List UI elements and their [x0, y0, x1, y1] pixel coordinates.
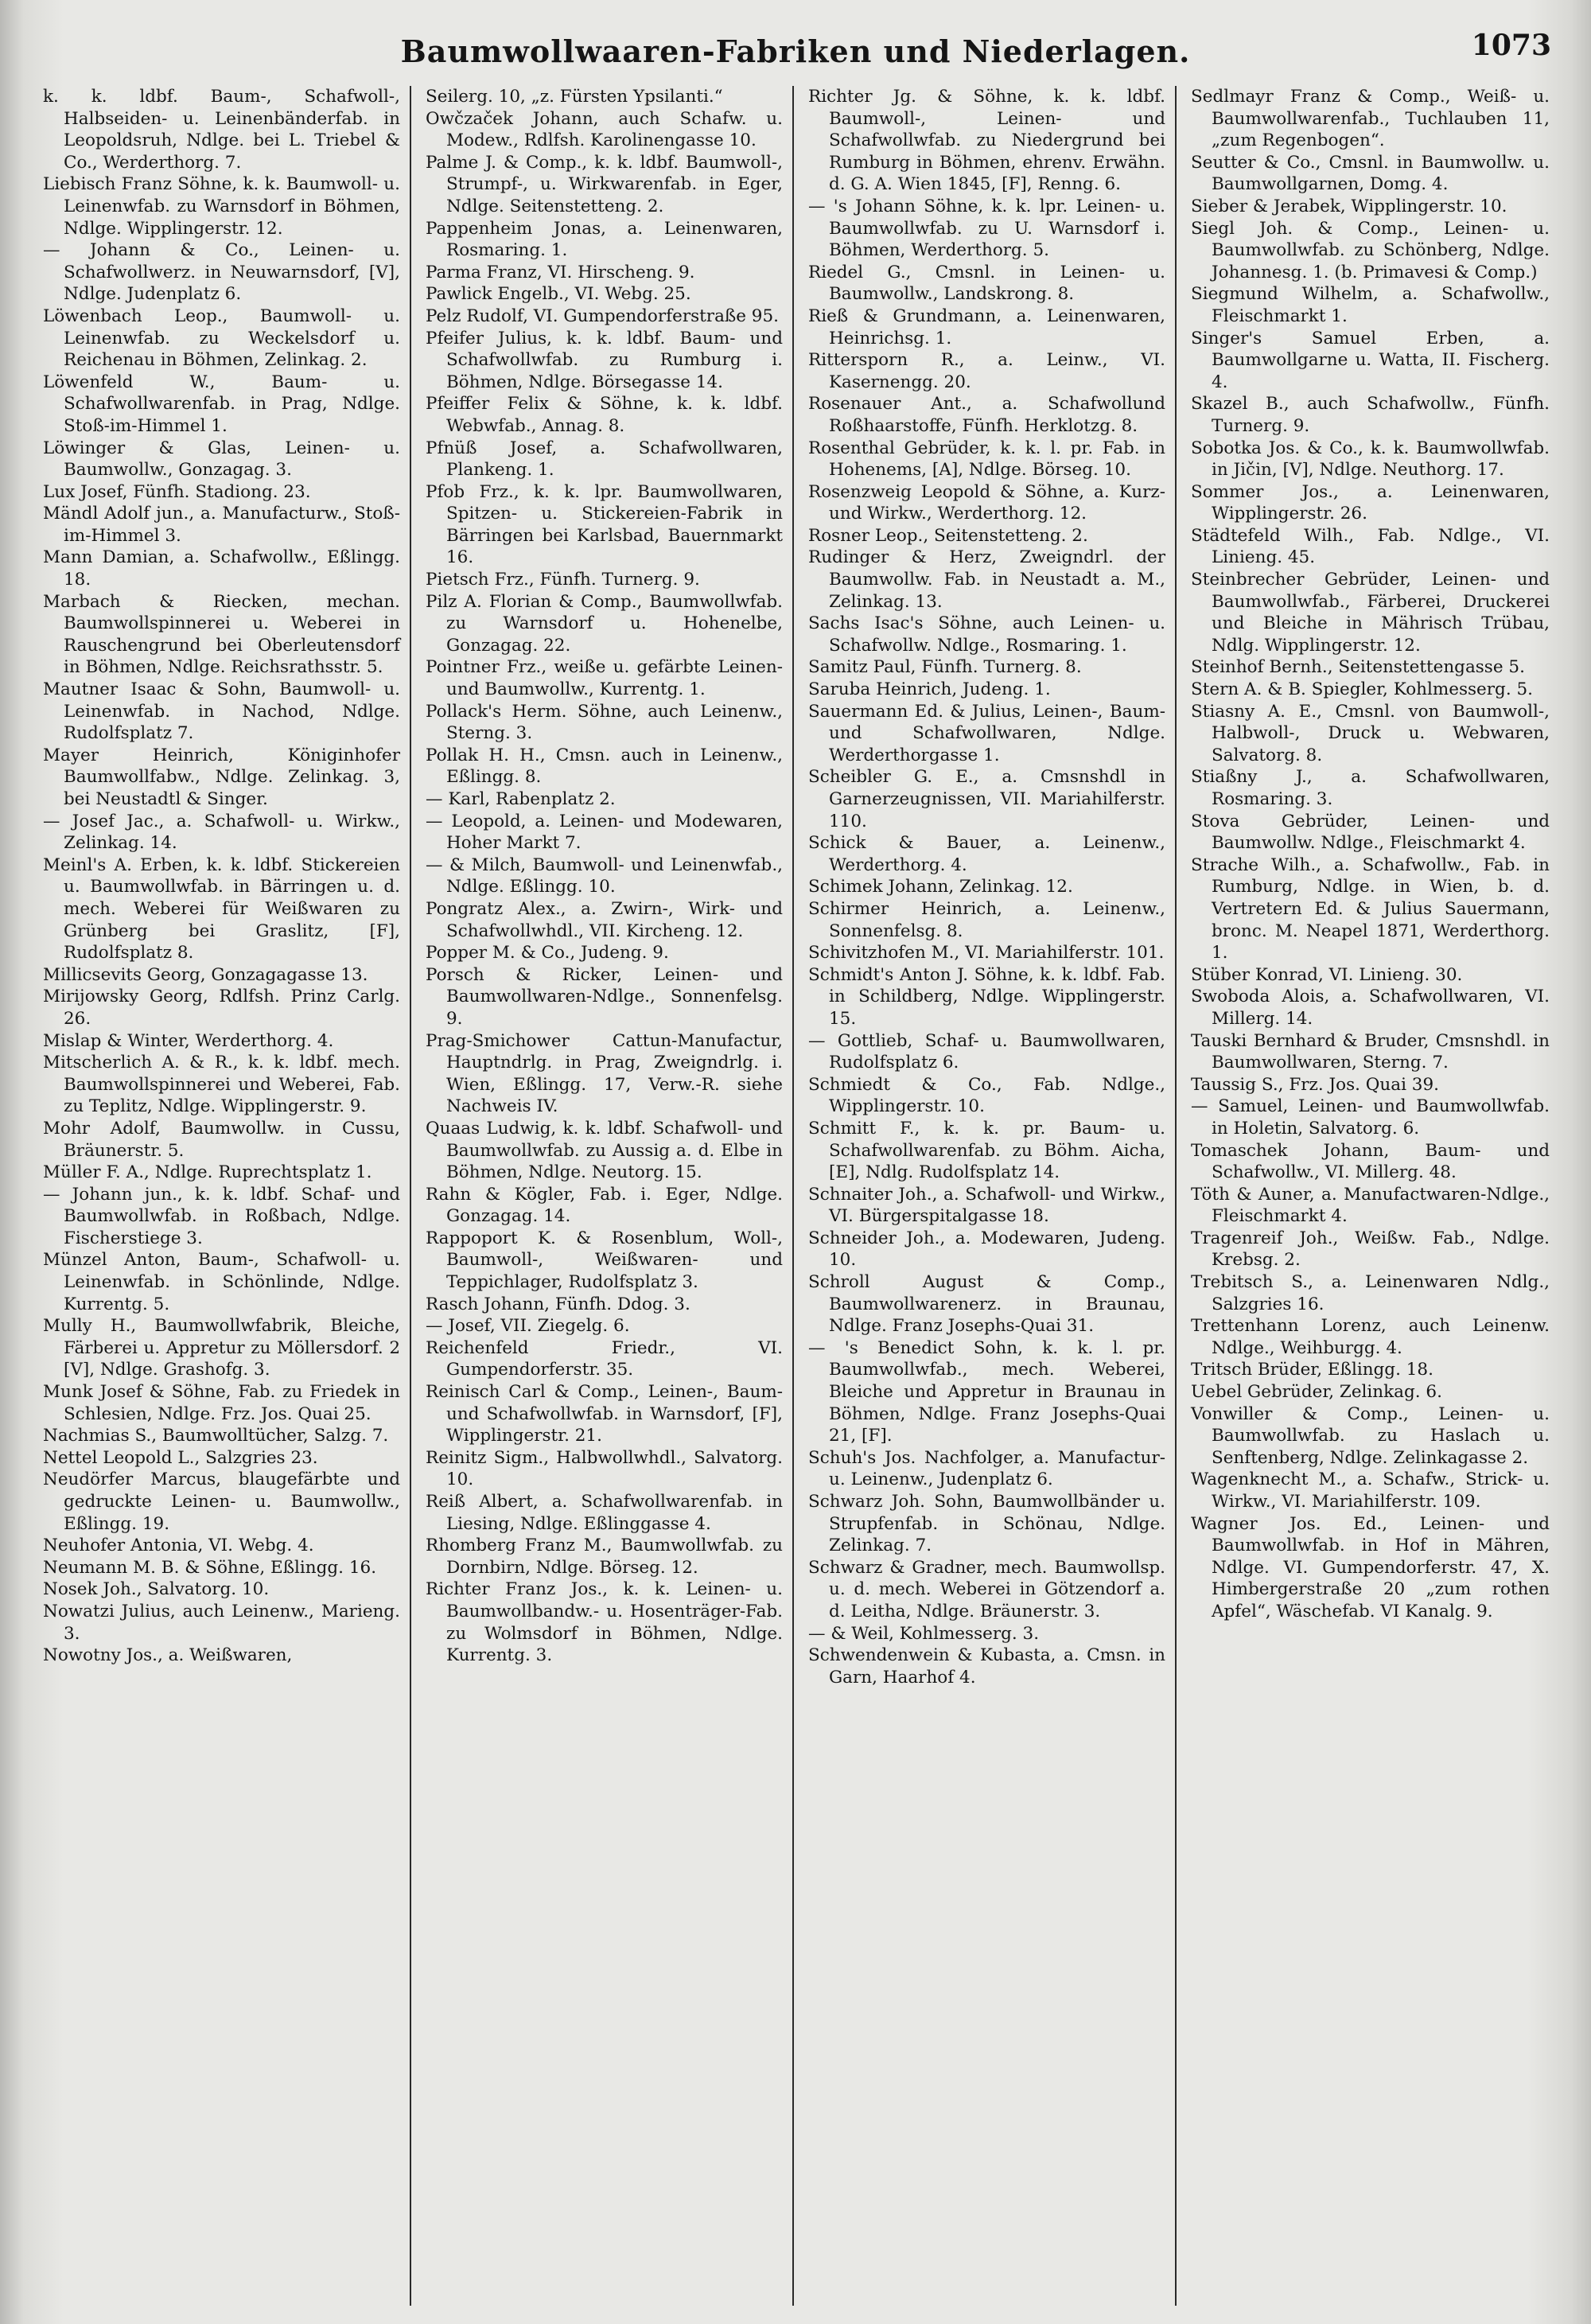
directory-entry: Neumann M. B. & Söhne, Eßlingg. 16.	[43, 1557, 377, 1578]
directory-entry: Wagenknecht M., a. Schafw., Strick- u. Wirkw., VI. Mariahilferstr. 109.	[1191, 1470, 1550, 1512]
directory-entry: Rittersporn R., a. Leinw., VI. Kasernengg. 20.	[808, 350, 1165, 392]
directory-entry: Strache Wilh., a. Schafwollw., Fab. in Rumburg, Ndlge. in Wien, b. d. Vertretern Ed. & Julius Sauermann, bronc. M. Neapel 1871, Werderthorg. 1.	[1191, 854, 1550, 963]
directory-entry: — Leopold, a. Leinen- und Modewaren, Hoher Markt 7.	[426, 811, 783, 854]
directory-entry: Schmitt F., k. k. pr. Baum- u. Schafwollwarenfab. zu Böhm. Aicha, [E], Ndlg. Rudolfsplatz 14.	[808, 1118, 1165, 1183]
directory-entry: Schirmer Heinrich, a. Leinenw., Sonnenfelsg. 8.	[808, 898, 1165, 941]
directory-entry: Rahn & Kögler, Fab. i. Eger, Ndlge. Gonzagag. 14.	[426, 1184, 783, 1227]
directory-entry: Trettenhann Lorenz, auch Leinenw. Ndlge., Weihburgg. 4.	[1191, 1316, 1550, 1358]
directory-entry: Samitz Paul, Fünfh. Turnerg. 8.	[808, 657, 1082, 678]
directory-entry: Rudinger & Herz, Zweigndrl. der Baumwollw. Fab. in Neustadt a. M., Zelinkag. 13.	[808, 547, 1165, 612]
directory-entry: — Samuel, Leinen- und Baumwollwfab. in Holetin, Salvatorg. 6.	[1191, 1096, 1550, 1139]
directory-entry: Reichenfeld Friedr., VI. Gumpendorferstr. 35.	[426, 1337, 783, 1380]
directory-entry: Schwarz Joh. Sohn, Baumwollbänder u. Strupfenfab. in Schönau, Ndlge. Zelinkag. 7.	[808, 1492, 1165, 1556]
directory-entry: Neuhofer Antonia, VI. Webg. 4.	[43, 1536, 314, 1556]
directory-entry: Steinhof Bernh., Seitenstettengasse 5.	[1191, 657, 1525, 678]
directory-entry: Rasch Johann, Fünfh. Ddog. 3.	[426, 1294, 690, 1314]
directory-entry: Löwenfeld W., Baum- u. Schafwollwarenfab. in Prag, Ndlge. Stoß-im-Himmel 1.	[43, 372, 400, 436]
directory-entry: Taussig S., Frz. Jos. Quai 39.	[1191, 1074, 1439, 1095]
column-1	[33, 86, 411, 2306]
directory-entry: Nowotny Jos., a. Weißwaren,	[43, 1645, 293, 1666]
column-2	[416, 86, 794, 2306]
directory-entry: Sauermann Ed. & Julius, Leinen-, Baum- und Schafwollwaren, Ndlge. Werderthorgasse 1.	[808, 701, 1165, 765]
directory-entry: Schivitzhofen M., VI. Mariahilferstr. 101.	[808, 943, 1165, 963]
directory-entry: Liebisch Franz Söhne, k. k. Baumwoll- u. Leinenwfab. zu Warnsdorf in Böhmen, Ndlge. Wipplingerstr. 12.	[43, 174, 400, 239]
directory-entry: Rieß & Grundmann, a. Leinenwaren, Heinrichsg. 1.	[808, 306, 1165, 348]
column-4	[1181, 86, 1559, 2306]
directory-entry: Stüber Konrad, VI. Linieng. 30.	[1191, 964, 1463, 985]
directory-entry: Schroll August & Comp., Baumwollwarenerz. in Braunau, Ndlge. Franz Josephs-Quai 31.	[808, 1272, 1165, 1337]
directory-entry: Mayer Heinrich, Königinhofer Baumwollfabw., Ndlge. Zelinkag. 3, bei Neustadtl & Singer.	[43, 745, 400, 809]
directory-entry: Pfeiffer Felix & Söhne, k. k. ldbf. Webwfab., Annag. 8.	[426, 394, 783, 436]
directory-entry: — Josef Jac., a. Schafwoll- u. Wirkw., Zelinkag. 14.	[43, 811, 400, 854]
directory-entry: Millicsevits Georg, Gonzagagasse 13.	[43, 964, 368, 985]
page-number: 1073	[1471, 29, 1551, 62]
page-title: Baumwollwaaren-Fabriken und Niederlagen.	[400, 33, 1191, 69]
directory-entry: Rappoport K. & Rosenblum, Woll-, Baumwoll-, Weißwaren- und Teppichlager, Rudolfsplatz 3.	[426, 1228, 783, 1293]
directory-entry: Mohr Adolf, Baumwollw. in Cussu, Bräunerstr. 5.	[43, 1118, 400, 1161]
directory-columns	[33, 86, 1559, 2306]
directory-entry: Pongratz Alex., a. Zwirn-, Wirk- und Schafwollwhdl., VII. Kircheng. 12.	[426, 898, 783, 941]
directory-entry: Nachmias S., Baumwolltücher, Salzg. 7.	[43, 1426, 389, 1446]
directory-entry: Mändl Adolf jun., a. Manufacturw., Stoß-im-Himmel 3.	[43, 504, 400, 546]
directory-entry: Löwenbach Leop., Baumwoll- u. Leinenwfab. zu Weckelsdorf u. Reichenau in Böhmen, Zelinkag. 2.	[43, 306, 400, 371]
directory-entry: Scheibler G. E., a. Cmsnshdl in Garnerzeugnissen, VII. Mariahilferstr. 110.	[808, 767, 1165, 831]
directory-entry: Löwinger & Glas, Leinen- u. Baumwollw., Gonzagag. 3.	[43, 438, 400, 481]
directory-entry: Reinisch Carl & Comp., Leinen-, Baum- und Schafwollwfab. in Warnsdorf, [F], Wipplingerstr. 21.	[426, 1382, 783, 1446]
directory-entry: Stern A. & B. Spiegler, Kohlmesserg. 5.	[1191, 679, 1533, 700]
directory-entry: Pilz A. Florian & Comp., Baumwollwfab. zu Warnsdorf u. Hohenelbe, Gonzagag. 22.	[426, 591, 783, 656]
directory-entry: Sobotka Jos. & Co., k. k. Baumwollwfab. in Jičin, [V], Ndlge. Neuthorg. 17.	[1191, 438, 1550, 481]
directory-entry: Sieber & Jerabek, Wipplingerstr. 10.	[1191, 196, 1507, 216]
directory-entry: Rosenzweig Leopold & Söhne, a. Kurz- und Wirkw., Werderthorg. 12.	[808, 481, 1165, 524]
directory-entry: Sommer Jos., a. Leinenwaren, Wipplingerstr. 26.	[1191, 481, 1550, 524]
directory-entry: Mully H., Baumwollwfabrik, Bleiche, Färberei u. Appretur zu Möllersdorf. 2 [V], Ndlge. Grashofg. 3.	[43, 1316, 400, 1380]
directory-entry: Nosek Joh., Salvatorg. 10.	[43, 1579, 270, 1600]
directory-entry: Pappenheim Jonas, a. Leinenwaren, Rosmaring. 1.	[426, 218, 783, 261]
directory-entry: Mirijowsky Georg, Rdlfsh. Prinz Carlg. 26.	[43, 987, 400, 1029]
directory-entry: Sachs Isac's Söhne, auch Leinen- u. Schafwollw. Ndlge., Rosmaring. 1.	[808, 613, 1165, 656]
directory-entry: Müller F. A., Ndlge. Ruprechtsplatz 1.	[43, 1162, 372, 1183]
directory-entry: Mautner Isaac & Sohn, Baumwoll- u. Leinenwfab. in Nachod, Ndlge. Rudolfsplatz 7.	[43, 679, 400, 744]
directory-entry: Lux Josef, Fünfh. Stadiong. 23.	[43, 481, 311, 502]
directory-entry: Seutter & Co., Cmsnl. in Baumwollw. u. Baumwollgarnen, Domg. 4.	[1191, 152, 1550, 195]
directory-entry: Palme J. & Comp., k. k. ldbf. Baumwoll-, Strumpf-, u. Wirkwarenfab. in Eger, Ndlge. Seitenstetteng. 2.	[426, 152, 783, 216]
directory-entry: Marbach & Riecken, mechan. Baumwollspinnerei u. Weberei in Rauschengrund bei Oberleutensdorf in Böhmen, Ndlge. Reichsrathsstr. 5.	[43, 591, 400, 678]
directory-entry: Riedel G., Cmsnl. in Leinen- u. Baumwollw., Landskrong. 8.	[808, 262, 1165, 305]
directory-entry: Meinl's A. Erben, k. k. ldbf. Stickereien u. Baumwollwfab. in Bärringen u. d. mech. Weberei für Weißwaren zu Grünberg bei Graslitz, [F], Rudolfsplatz 8.	[43, 854, 400, 963]
directory-entry: Vonwiller & Comp., Leinen- u. Baumwollwfab. zu Haslach u. Senftenberg, Ndlge. Zelinkagasse 2.	[1191, 1403, 1550, 1468]
directory-entry: Pietsch Frz., Fünfh. Turnerg. 9.	[426, 570, 700, 590]
directory-entry: — Josef, VII. Ziegelg. 6.	[426, 1316, 630, 1337]
directory-entry: Pollack's Herm. Söhne, auch Leinenw., Sterng. 3.	[426, 701, 783, 744]
directory-entry: Porsch & Ricker, Leinen- und Baumwollwaren-Ndlge., Sonnenfelsg. 9.	[426, 964, 783, 1029]
directory-entry: Tauski Bernhard & Bruder, Cmsnshdl. in Baumwollwaren, Sterng. 7.	[1191, 1030, 1550, 1073]
directory-entry: Prag-Smichower Cattun-Manufactur, Hauptndrlg. in Prag, Zweigndrlg. i. Wien, Eßlingg. 17, Verw.-R. siehe Nachweis IV.	[426, 1030, 783, 1117]
directory-entry: Popper M. & Co., Judeng. 9.	[426, 943, 669, 963]
directory-entry: Richter Franz Jos., k. k. Leinen- u. Baumwollbandw.- u. Hosenträger-Fab. zu Wolmsdorf in Böhmen, Ndlge. Kurrentg. 3.	[426, 1579, 783, 1666]
directory-entry: Mislap & Winter, Werderthorg. 4.	[43, 1030, 334, 1051]
directory-entry: — Karl, Rabenplatz 2.	[426, 789, 616, 809]
directory-entry: Tritsch Brüder, Eßlingg. 18.	[1191, 1360, 1433, 1380]
directory-entry: Töth & Auner, a. Manufactwaren-Ndlge., Fleischmarkt 4.	[1191, 1184, 1550, 1227]
directory-entry: Münzel Anton, Baum-, Schafwoll- u. Leinenwfab. in Schönlinde, Ndlge. Kurrentg. 5.	[43, 1250, 400, 1314]
directory-entry: — Johann jun., k. k. ldbf. Schaf- und Baumwollwfab. in Roßbach, Ndlge. Fischerstiege 3.	[43, 1184, 400, 1248]
page-header	[0, 24, 1591, 72]
directory-entry: Schimek Johann, Zelinkag. 12.	[808, 877, 1073, 897]
directory-entry: — 's Johann Söhne, k. k. lpr. Leinen- u. Baumwollwfab. zu U. Warnsdorf i. Böhmen, Werderthorg. 5.	[808, 196, 1165, 261]
directory-entry: Pfob Frz., k. k. lpr. Baumwollwaren, Spitzen- u. Stickereien-Fabrik in Bärringen bei Karlsbad, Bauernmarkt 16.	[426, 481, 783, 568]
directory-entry: Mann Damian, a. Schafwollw., Eßlingg. 18.	[43, 547, 400, 590]
directory-entry: Schuh's Jos. Nachfolger, a. Manufactur- u. Leinenw., Judenplatz 6.	[808, 1447, 1165, 1490]
directory-entry: Pelz Rudolf, VI. Gumpendorferstraße 95.	[426, 306, 779, 326]
directory-entry: Nettel Leopold L., Salzgries 23.	[43, 1447, 318, 1468]
directory-entry: Siegl Joh. & Comp., Leinen- u. Baumwollwfab. zu Schönberg, Ndlge. Johannesg. 1. (b. Primavesi & Comp.)	[1191, 218, 1550, 282]
directory-entry: Steinbrecher Gebrüder, Leinen- und Baumwollwfab., Färberei, Druckerei und Bleiche in Mährisch Trübau, Ndlg. Wipplingerstr. 12.	[1191, 570, 1550, 656]
directory-entry: Sedlmayr Franz & Comp., Weiß- u. Baumwollwarenfab., Tuchlauben 11, „zum Regenbogen“.	[1191, 87, 1550, 151]
directory-entry: — & Milch, Baumwoll- und Leinenwfab., Ndlge. Eßlingg. 10.	[426, 854, 783, 897]
directory-entry: Nowatzi Julius, auch Leinenw., Marieng. 3.	[43, 1601, 400, 1644]
directory-entry: Tomaschek Johann, Baum- und Schafwollw., VI. Millerg. 48.	[1191, 1140, 1550, 1183]
directory-entry: Mitscherlich A. & R., k. k. ldbf. mech. Baumwollspinnerei und Weberei, Fab. zu Teplitz, Ndlge. Wipplingerstr. 9.	[43, 1053, 400, 1117]
directory-entry: — & Weil, Kohlmesserg. 3.	[808, 1623, 1040, 1644]
directory-entry: — 's Benedict Sohn, k. k. l. pr. Baumwollwfab., mech. Weberei, Bleiche und Appretur in Braunau in Böhmen, Ndlge. Franz Josephs-Quai 21, [F].	[808, 1337, 1165, 1446]
directory-entry: Rosenthal Gebrüder, k. k. l. pr. Fab. in Hohenems, [A], Ndlge. Börseg. 10.	[808, 438, 1165, 481]
directory-entry: Skazel B., auch Schafwollw., Fünfh. Turnerg. 9.	[1191, 394, 1550, 436]
directory-entry: Owčzaček Johann, auch Schafw. u. Modew., Rdlfsh. Karolinengasse 10.	[426, 108, 783, 151]
directory-entry: Reiß Albert, a. Schafwollwarenfab. in Liesing, Ndlge. Eßlinggasse 4.	[426, 1492, 783, 1534]
directory-entry: Pointner Frz., weiße u. gefärbte Leinen- und Baumwollw., Kurrentg. 1.	[426, 657, 783, 700]
directory-entry: Parma Franz, VI. Hirscheng. 9.	[426, 262, 695, 282]
directory-entry: Pfeifer Julius, k. k. ldbf. Baum- und Schafwollwfab. zu Rumburg i. Böhmen, Ndlge. Börsegasse 14.	[426, 328, 783, 392]
directory-entry: Quaas Ludwig, k. k. ldbf. Schafwoll- und Baumwollwfab. zu Aussig a. d. Elbe in Böhmen, Ndlge. Neutorg. 15.	[426, 1118, 783, 1183]
directory-entry: Rhomberg Franz M., Baumwollwfab. zu Dornbirn, Ndlge. Börseg. 12.	[426, 1536, 783, 1578]
directory-entry: Schmidt's Anton J. Söhne, k. k. ldbf. Fab. in Schildberg, Ndlge. Wipplingerstr. 15.	[808, 964, 1165, 1029]
directory-entry: Neudörfer Marcus, blaugefärbte und gedruckte Leinen- u. Baumwollw., Eßlingg. 19.	[43, 1470, 400, 1534]
directory-entry: Schneider Joh., a. Modewaren, Judeng. 10.	[808, 1228, 1165, 1271]
directory-entry: Richter Jg. & Söhne, k. k. ldbf. Baumwoll-, Leinen- und Schafwollwfab. zu Niedergrund bei Rumburg in Böhmen, ehrenv. Erwähn. d. G. A. Wien 1845, [F], Renng. 6.	[808, 87, 1165, 195]
directory-entry: Stiasny A. E., Cmsnl. von Baumwoll-, Halbwoll-, Druck u. Webwaren, Salvatorg. 8.	[1191, 701, 1550, 765]
directory-entry: Schick & Bauer, a. Leinenw., Werderthorg. 4.	[808, 833, 1165, 875]
directory-entry: Schwendenwein & Kubasta, a. Cmsn. in Garn, Haarhof 4.	[808, 1645, 1165, 1688]
directory-entry: Schnaiter Joh., a. Schafwoll- und Wirkw., VI. Bürgerspitalgasse 18.	[808, 1184, 1165, 1227]
directory-entry: k. k. ldbf. Baum-, Schafwoll-, Halbseiden- u. Leinenbänderfab. in Leopoldsruh, Ndlge. bei L. Triebel & Co., Werderthorg. 7.	[43, 87, 400, 173]
directory-entry: Singer's Samuel Erben, a. Baumwollgarne u. Watta, II. Fischerg. 4.	[1191, 328, 1550, 392]
directory-entry: Schwarz & Gradner, mech. Baumwollsp. u. d. mech. Weberei in Götzendorf a. d. Leitha, Ndlge. Bräunerstr. 3.	[808, 1557, 1165, 1621]
directory-entry: Pfnüß Josef, a. Schafwollwaren, Plankeng. 1.	[426, 438, 783, 481]
directory-entry: Pollak H. H., Cmsn. auch in Leinenw., Eßlingg. 8.	[426, 745, 783, 788]
directory-entry: Tragenreif Joh., Weißw. Fab., Ndlge. Krebsg. 2.	[1191, 1228, 1550, 1271]
directory-entry: Wagner Jos. Ed., Leinen- und Baumwollwfab. in Hof in Mähren, Ndlge. VI. Gumpendorferstr. 47, X. Himbergerstraße 20 „zum rothen Apfel“, Wäschefab. VI Kanalg. 9.	[1191, 1513, 1550, 1621]
directory-entry: Pawlick Engelb., VI. Webg. 25.	[426, 284, 691, 305]
directory-entry: — Johann & Co., Leinen- u. Schafwollwerz. in Neuwarnsdorf, [V], Ndlge. Judenplatz 6.	[43, 240, 400, 305]
column-3	[799, 86, 1177, 2306]
directory-entry: Seilerg. 10, „z. Fürsten Ypsilanti.“	[426, 87, 723, 107]
directory-entry: Rosner Leop., Seitenstetteng. 2.	[808, 525, 1088, 546]
directory-entry: Stova Gebrüder, Leinen- und Baumwollw. Ndlge., Fleischmarkt 4.	[1191, 811, 1550, 854]
directory-entry: Trebitsch S., a. Leinenwaren Ndlg., Salzgries 16.	[1191, 1272, 1550, 1314]
directory-entry: — Gottlieb, Schaf- u. Baumwollwaren, Rudolfsplatz 6.	[808, 1030, 1165, 1073]
directory-entry: Schmiedt & Co., Fab. Ndlge., Wipplingerstr. 10.	[808, 1074, 1165, 1117]
directory-entry: Stiaßny J., a. Schafwollwaren, Rosmaring. 3.	[1191, 767, 1550, 809]
directory-entry: Saruba Heinrich, Judeng. 1.	[808, 679, 1051, 700]
directory-entry: Städtefeld Wilh., Fab. Ndlge., VI. Linieng. 45.	[1191, 525, 1550, 568]
directory-entry: Reinitz Sigm., Halbwollwhdl., Salvatorg. 10.	[426, 1447, 783, 1490]
directory-entry: Swoboda Alois, a. Schafwollwaren, VI. Millerg. 14.	[1191, 987, 1550, 1029]
directory-entry: Rosenauer Ant., a. Schafwollund Roßhaarstoffe, Fünfh. Herklotzg. 8.	[808, 394, 1165, 436]
directory-entry: Munk Josef & Söhne, Fab. zu Friedek in Schlesien, Ndlge. Frz. Jos. Quai 25.	[43, 1382, 400, 1424]
directory-entry: Siegmund Wilhelm, a. Schafwollw., Fleischmarkt 1.	[1191, 284, 1550, 326]
directory-entry: Uebel Gebrüder, Zelinkag. 6.	[1191, 1382, 1442, 1403]
